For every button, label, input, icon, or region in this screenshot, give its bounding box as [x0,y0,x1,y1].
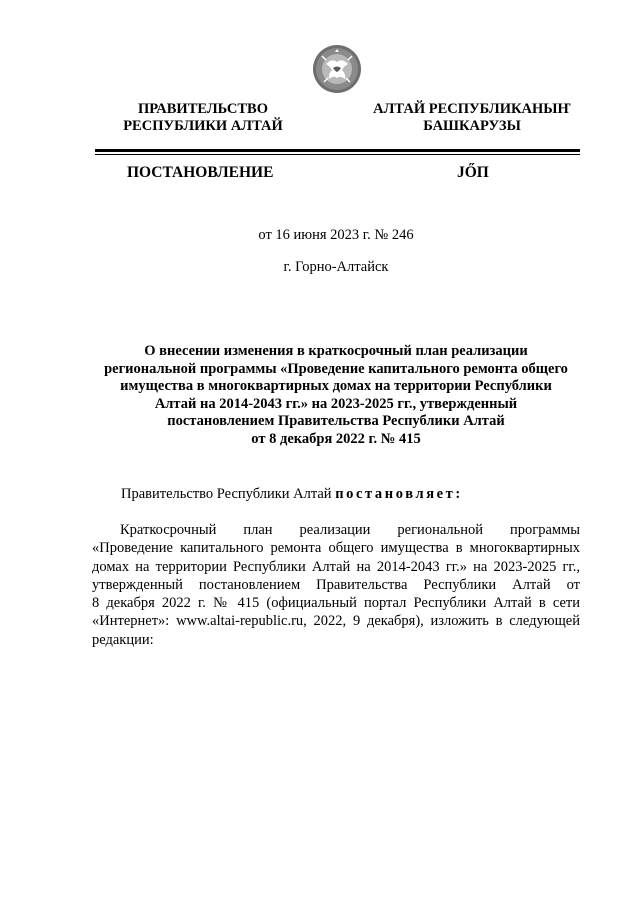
body-line: редакции: [92,631,154,648]
title-line: имущества в многоквартирных домах на территории Республики [120,378,552,395]
doc-type-left: ПОСТАНОВЛЕНИЕ [127,164,274,181]
header-right-line2: БАШКАРУЗЫ [423,118,521,134]
header-left [118,101,288,135]
header-right [372,101,572,135]
title-line: Алтай на 2014-2043 гг.» на 2023-2025 гг., утвержденный [154,395,518,412]
header-divider-thin [95,154,580,155]
body-line: «Проведение капитального ремонта общего имущества в многоквартирных [92,540,580,557]
intro-paragraph [121,485,463,503]
title-line: от 8 декабря 2022 г. № 415 [251,430,421,447]
header-left-line1: ПРАВИТЕЛЬСТВО [138,101,268,117]
body-line: домах на территории Республики Алтай на 2014-2043 гг.» на 2023-2025 гг., [92,558,580,575]
body-paragraph [92,521,580,649]
coat-of-arms-emblem [312,44,362,94]
intro-action: постановляет: [335,486,463,502]
body-line: утвержденный постановлением Правительства Республики Алтай от [92,576,580,593]
title-line: О внесении изменения в краткосрочный план реализации [144,343,528,359]
body-line: «Интернет»: www.altai-republic.ru, 2022, 9 декабря), изложить в следующей [92,613,580,630]
body-line: Краткосрочный план реализации региональной программы [120,522,580,538]
intro-text: Правительство Республики Алтай [121,486,332,502]
title-line: постановлением Правительства Республики Алтай [167,413,505,430]
header-right-line1: АЛТАЙ РЕСПУБЛИКАНЫҤ [373,101,571,117]
document-title [0,343,640,449]
doc-type-right: JŐП [457,164,489,181]
city: г. Горно-Алтайск [283,259,389,275]
title-line: региональной программы «Проведение капитального ремонта общего [104,360,568,377]
header-left-line2: РЕСПУБЛИКИ АЛТАЙ [123,118,283,134]
date-and-number: от 16 июня 2023 г. № 246 [258,227,414,243]
header-divider-thick [95,149,580,152]
body-line: 8 декабря 2022 г. № 415 (официальный портал Республики Алтай в сети [92,595,580,612]
